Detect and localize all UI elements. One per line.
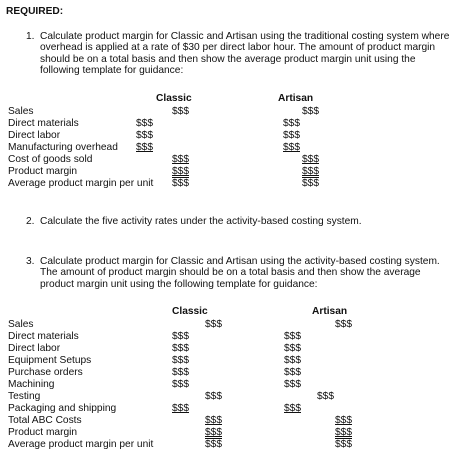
q3-artisan-value: $$$ [317,391,334,402]
q1-classic-value: $$$ [172,154,189,165]
q1-number: 1. [26,31,35,42]
q1-artisan-value: $$$ [302,106,319,117]
q3-artisan-value: $$$ [284,355,301,366]
q3-classic-value: $$$ [205,391,222,402]
q3-classic-value: $$$ [205,415,222,426]
q1-classic-value: $$$ [136,118,153,129]
q3-number: 3. [26,256,35,267]
q3-artisan-value: $$$ [335,415,352,426]
q1-artisan-value: $$$ [283,142,300,153]
q1-classic-value: $$$ [172,178,189,189]
q3-classic-value: $$$ [172,379,189,390]
q3-header-classic: Classic [172,306,208,317]
q1-row-label: Manufacturing overhead [8,142,118,153]
q3-row-label: Direct labor [8,343,61,354]
q1-classic-value: $$$ [136,142,153,153]
q3-row-label: Product margin [8,427,78,438]
q3-classic-value: $$$ [172,367,189,378]
q1-row-label: Direct labor [8,130,61,141]
q3-row-label: Sales [8,319,34,330]
q3-header-artisan: Artisan [312,306,348,317]
q1-artisan-value: $$$ [283,118,300,129]
q3-classic-value: $$$ [172,331,189,342]
q1-artisan-value: $$$ [283,130,300,141]
q1-classic-value: $$$ [172,106,189,117]
q3-row-label: Machining [8,379,55,390]
q1-classic-value: $$$ [136,130,153,141]
q3-classic-value: $$$ [205,319,222,330]
q2-number: 2. [26,216,35,227]
q3-artisan-value: $$$ [284,367,301,378]
q1-row-label: Direct materials [8,118,79,129]
q3-artisan-value: $$$ [284,343,301,354]
q1-artisan-value: $$$ [302,166,319,177]
q3-classic-value: $$$ [172,343,189,354]
q1-row-label: Cost of goods sold [8,154,93,165]
q3-classic-value: $$$ [172,355,189,366]
q3-artisan-value: $$$ [335,439,352,450]
q1-artisan-value: $$$ [302,178,319,189]
q3-row-label: Total ABC Costs [8,415,82,426]
q3-artisan-value: $$$ [284,403,301,414]
q3-classic-value: $$$ [205,439,222,450]
q1-row-label: Average product margin per unit [8,178,154,189]
q3-row-label: Testing [8,391,41,402]
q3-artisan-value: $$$ [284,379,301,390]
q3-row-label: Average product margin per unit [8,439,154,450]
q1-artisan-value: $$$ [302,154,319,165]
q1-header-classic: Classic [156,93,192,104]
required-heading: REQUIRED: [6,6,64,17]
q3-row-label: Packaging and shipping [8,403,117,414]
q3-artisan-value: $$$ [284,331,301,342]
q1-header-artisan: Artisan [278,93,314,104]
q3-row-label: Purchase orders [8,367,83,378]
q3-classic-value: $$$ [172,403,189,414]
q3-row-label: Equipment Setups [8,355,92,366]
q2-text: Calculate the five activity rates under the activity-based costing system. [40,216,362,227]
q1-row-label: Product margin [8,166,78,177]
q1-row-label: Sales [8,106,34,117]
q3-row-label: Direct materials [8,331,79,342]
q3-artisan-value: $$$ [335,427,352,438]
q3-classic-value: $$$ [205,427,222,438]
q3-artisan-value: $$$ [335,319,352,330]
q1-text: Calculate product margin for Classic and Artisan using the traditional costing system where overhead is applied at a rate of $30 per direct labor hour. The amount of product margin should be on a total basis and then show the average product margin unit using the following template for guidance: [40,31,450,77]
q3-text: Calculate product margin for Classic and Artisan using the activity-based costing system. The amount of product margin should be on a total basis and then show the average product margin unit using the following template for guidance: [40,256,440,290]
q1-classic-value: $$$ [172,166,189,177]
